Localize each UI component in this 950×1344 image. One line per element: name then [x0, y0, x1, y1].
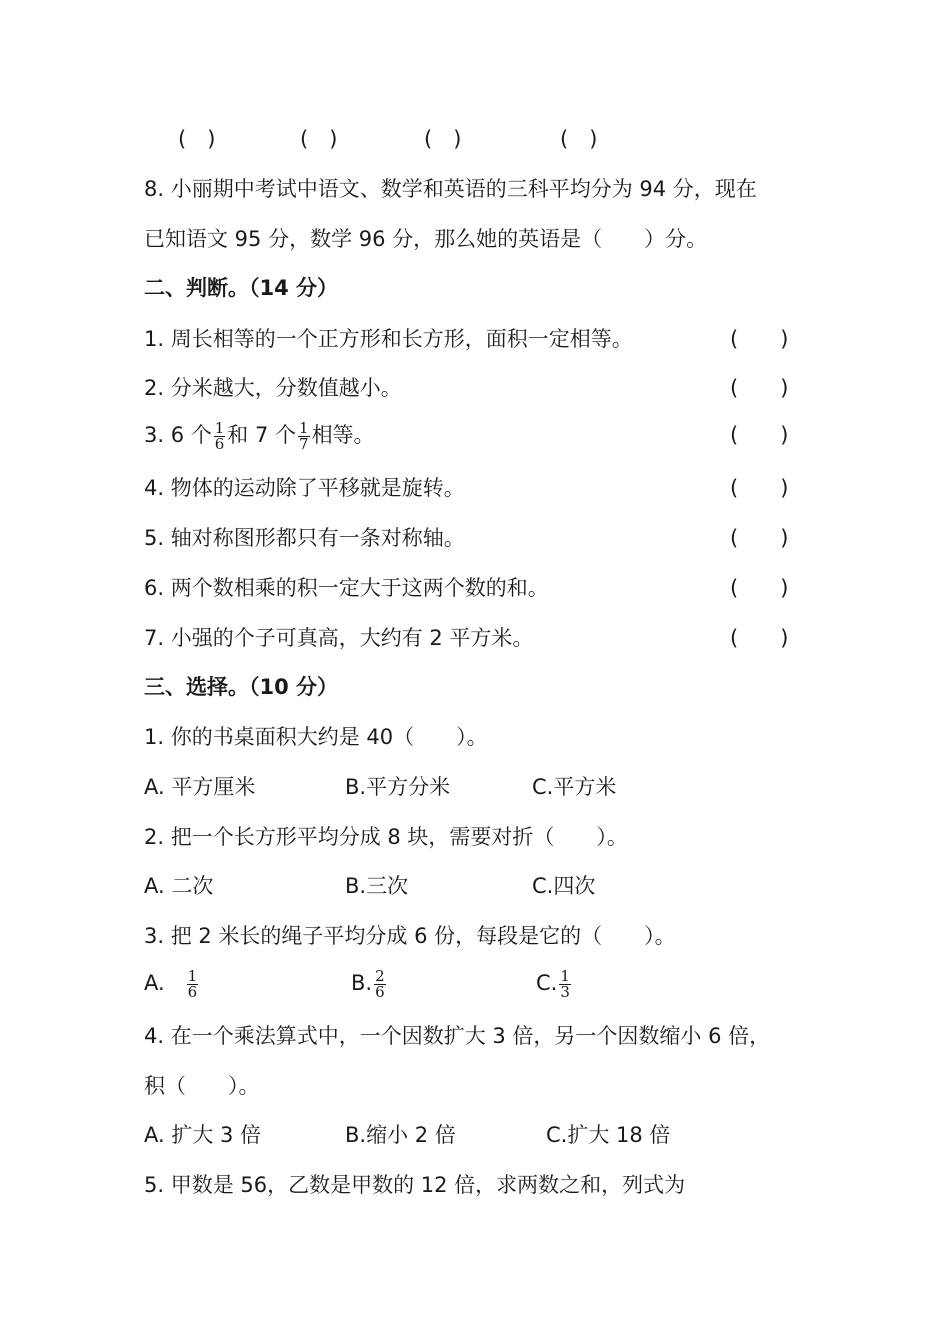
choice-q5: 5. 甲数是 56，乙数是甲数的 12 倍，求两数之和，列式为 — [144, 1173, 686, 1197]
q8-line1: 8. 小丽期中考试中语文、数学和英语的三科平均分为 94 分，现在 — [144, 177, 757, 201]
judge-item-3-mid: 和 7 个 — [227, 423, 297, 447]
choice-q2-option-a: A. 二次 — [144, 874, 214, 898]
judge-blank-5: ( ) — [730, 526, 789, 550]
choice-q1: 1. 你的书桌面积大约是 40（ ）。 — [144, 725, 488, 749]
choice-q3-option-c: C. $\frac{1}{3}$ — [536, 966, 570, 1001]
judge-blank-2: ( ) — [730, 376, 789, 400]
choice-q4-option-c: C.扩大 18 倍 — [546, 1123, 671, 1147]
choice-q2-option-b: B.三次 — [345, 874, 409, 898]
choice-q4-option-b: B.缩小 2 倍 — [345, 1123, 456, 1147]
fraction-option-a: $\frac{1}{6}$ — [187, 966, 198, 1001]
judge-item-3 — [144, 420, 375, 452]
section3-title: 三、选择。（10 分） — [144, 675, 339, 699]
choice-q3-option-b: B. $\frac{2}{6}$ — [351, 966, 385, 1001]
judge-item-4: 4. 物体的运动除了平移就是旋转。 — [144, 476, 465, 500]
top-blank-3: ( ) — [424, 127, 462, 151]
section2-title: 二、判断。（14 分） — [144, 276, 339, 300]
judge-blank-6: ( ) — [730, 576, 789, 600]
judge-item-1: 1. 周长相等的一个正方形和长方形，面积一定相等。 — [144, 327, 633, 351]
judge-item-3-post: 相等。 — [311, 423, 375, 447]
choice-q4-line1: 4. 在一个乘法算式中，一个因数扩大 3 倍，另一个因数缩小 6 倍， — [144, 1024, 771, 1048]
top-blank-4: ( ) — [560, 127, 598, 151]
fraction-option-c: $\frac{1}{3}$ — [560, 966, 570, 1001]
choice-q1-option-c: C.平方米 — [532, 775, 617, 799]
fraction-one-seventh: $\frac{1}{7}$ — [299, 418, 309, 453]
top-blank-2: ( ) — [300, 127, 338, 151]
choice-q3-option-a: A. $\frac{1}{6}$ — [144, 966, 198, 1001]
judge-blank-4: ( ) — [730, 476, 789, 500]
judge-blank-7: ( ) — [730, 626, 789, 650]
top-blank-1: ( ) — [178, 127, 216, 151]
choice-q4-option-a: A. 扩大 3 倍 — [144, 1123, 262, 1147]
judge-item-6: 6. 两个数相乘的积一定大于这两个数的和。 — [144, 576, 549, 600]
judge-item-3-pre: 3. 6 个 — [144, 423, 212, 447]
judge-blank-3: ( ) — [730, 423, 789, 447]
choice-q2: 2. 把一个长方形平均分成 8 块，需要对折（ ）。 — [144, 825, 628, 849]
choice-q4-line2: 积（ ）。 — [144, 1074, 260, 1098]
judge-item-5: 5. 轴对称图形都只有一条对称轴。 — [144, 526, 465, 550]
fraction-option-b: $\frac{2}{6}$ — [375, 966, 385, 1001]
choice-q2-option-c: C.四次 — [532, 874, 596, 898]
q8-line2: 已知语文 95 分，数学 96 分，那么她的英语是（ ）分。 — [144, 227, 708, 251]
fraction-one-sixth: $\frac{1}{6}$ — [214, 418, 225, 453]
judge-item-2: 2. 分米越大，分数值越小。 — [144, 376, 402, 400]
judge-blank-1: ( ) — [730, 327, 789, 351]
choice-q1-option-a: A. 平方厘米 — [144, 775, 256, 799]
choice-q3: 3. 把 2 米长的绳子平均分成 6 份，每段是它的（ ）。 — [144, 924, 676, 948]
choice-q1-option-b: B.平方分米 — [345, 775, 451, 799]
judge-item-7: 7. 小强的个子可真高，大约有 2 平方米。 — [144, 626, 534, 650]
